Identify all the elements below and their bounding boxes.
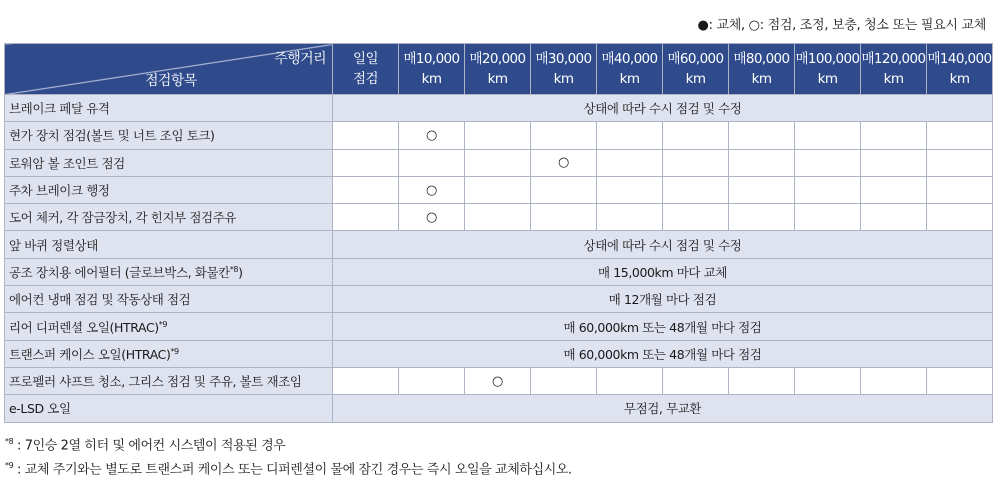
item-cell xyxy=(5,258,333,285)
schedule-cell xyxy=(927,367,993,394)
column-header xyxy=(927,44,993,95)
schedule-cell xyxy=(531,122,597,149)
schedule-cell xyxy=(597,176,663,203)
interval-note: 무점검, 무교환 xyxy=(333,395,993,422)
interval-note: 매 60,000km 또는 48개월 마다 점검 xyxy=(333,313,993,340)
schedule-cell xyxy=(729,122,795,149)
footnote-mark: *8 xyxy=(229,264,239,274)
column-header-line: 매60,000 xyxy=(667,51,724,67)
interval-note: 상태에 따라 수시 점검 및 수정 xyxy=(333,231,993,258)
schedule-cell xyxy=(531,204,597,231)
item-label: 공조 장치용 에어필터 (글로브박스, 화물칸 xyxy=(9,264,230,280)
column-header xyxy=(333,44,399,95)
schedule-cell xyxy=(795,204,861,231)
column-header-line: 매30,000 xyxy=(535,51,592,67)
schedule-cell xyxy=(597,149,663,176)
table-row xyxy=(5,367,993,394)
schedule-cell xyxy=(861,367,927,394)
item-label: 현가 장치 점검(볼트 및 너트 조임 토크) xyxy=(9,128,215,144)
schedule-cell xyxy=(465,204,531,231)
column-header xyxy=(597,44,663,95)
schedule-cell xyxy=(333,122,399,149)
table-row xyxy=(5,286,993,313)
column-header-line: 매20,000 xyxy=(469,51,526,67)
schedule-cell xyxy=(663,122,729,149)
inspection-mark: ○ xyxy=(399,176,465,203)
table-row xyxy=(5,313,993,340)
item-label: 리어 디퍼렌셜 오일(HTRAC) xyxy=(9,319,159,335)
schedule-cell xyxy=(399,367,465,394)
schedule-cell xyxy=(663,149,729,176)
footnote-mark: *8 xyxy=(5,437,14,446)
table-row xyxy=(5,395,993,422)
schedule-cell xyxy=(927,204,993,231)
table-row xyxy=(5,258,993,285)
schedule-cell xyxy=(333,367,399,394)
maintenance-table xyxy=(4,43,993,423)
schedule-cell xyxy=(795,176,861,203)
schedule-cell xyxy=(597,122,663,149)
column-header-line: km xyxy=(619,71,640,87)
column-header-line: 매40,000 xyxy=(601,51,658,67)
schedule-cell xyxy=(663,176,729,203)
item-label: e-LSD 오일 xyxy=(9,401,71,417)
footnote xyxy=(5,456,572,480)
item-cell xyxy=(5,340,333,367)
interval-note: 매 15,000km 마다 교체 xyxy=(333,258,993,285)
schedule-cell xyxy=(333,149,399,176)
table-row xyxy=(5,340,993,367)
column-header xyxy=(795,44,861,95)
column-header-line: 매100,000 xyxy=(795,51,860,67)
schedule-cell xyxy=(861,176,927,203)
footnote-text: : 교체 주기와는 별도로 트랜스퍼 케이스 또는 디퍼렌셜이 물에 잠긴 경우는 즉시 오일을 교체하십시오. xyxy=(13,462,572,478)
item-label: 앞 바퀴 정렬상태 xyxy=(9,237,98,253)
item-label: 로워암 볼 조인트 점검 xyxy=(9,155,125,171)
table-row xyxy=(5,176,993,203)
schedule-cell xyxy=(465,176,531,203)
inspection-mark: ○ xyxy=(399,204,465,231)
schedule-cell xyxy=(861,149,927,176)
header-row xyxy=(5,44,993,95)
schedule-cell xyxy=(729,367,795,394)
schedule-cell xyxy=(399,149,465,176)
schedule-cell xyxy=(729,149,795,176)
footnote-mark: *9 xyxy=(158,319,168,329)
column-header-line: km xyxy=(949,71,970,87)
column-header xyxy=(531,44,597,95)
schedule-cell xyxy=(795,122,861,149)
table-row xyxy=(5,231,993,258)
table-row xyxy=(5,95,993,122)
column-header-line: 매140,000 xyxy=(927,51,992,67)
schedule-cell xyxy=(927,122,993,149)
item-cell xyxy=(5,313,333,340)
footnote-mark: *9 xyxy=(5,461,14,471)
schedule-cell xyxy=(663,367,729,394)
item-label: 점검항목 xyxy=(145,73,197,89)
schedule-cell xyxy=(729,176,795,203)
item-cell xyxy=(5,286,333,313)
schedule-cell xyxy=(531,367,597,394)
item-cell xyxy=(5,95,333,122)
schedule-cell xyxy=(795,149,861,176)
column-header-line: km xyxy=(421,71,442,87)
column-header xyxy=(663,44,729,95)
footnote-text: : 7인승 2열 히터 및 에어컨 시스템이 적용된 경우 xyxy=(13,438,286,454)
interval-note: 매 12개월 마다 점검 xyxy=(333,286,993,313)
item-cell xyxy=(5,149,333,176)
column-header-line: km xyxy=(817,71,838,87)
item-cell xyxy=(5,204,333,231)
item-label: 프로펠러 샤프트 청소, 그리스 점검 및 주유, 볼트 재조임 xyxy=(9,374,302,390)
column-header-line: 점검 xyxy=(353,71,378,87)
schedule-cell xyxy=(927,176,993,203)
schedule-cell xyxy=(597,367,663,394)
column-header xyxy=(399,44,465,95)
item-cell xyxy=(5,367,333,394)
column-header-line: 매120,000 xyxy=(861,51,926,67)
schedule-cell xyxy=(861,122,927,149)
schedule-cell xyxy=(663,204,729,231)
footnote-mark: *9 xyxy=(170,346,179,356)
column-header-line: km xyxy=(751,71,772,87)
column-header-line: 일일 xyxy=(353,51,378,67)
interval-note: 상태에 따라 수시 점검 및 수정 xyxy=(333,95,993,122)
item-cell xyxy=(5,231,333,258)
inspection-mark: ○ xyxy=(465,367,531,394)
column-header xyxy=(465,44,531,95)
table-row xyxy=(5,122,993,149)
item-cell xyxy=(5,395,333,422)
column-header xyxy=(729,44,795,95)
schedule-cell xyxy=(597,204,663,231)
table-row xyxy=(5,149,993,176)
item-cell xyxy=(5,122,333,149)
schedule-cell xyxy=(861,204,927,231)
schedule-cell xyxy=(465,122,531,149)
distance-label: 주행거리 xyxy=(274,51,326,67)
footnote xyxy=(5,432,572,456)
table-row xyxy=(5,204,993,231)
column-header-line: 매80,000 xyxy=(733,51,790,67)
item-label: 트랜스퍼 케이스 오일(HTRAC) xyxy=(9,346,171,362)
schedule-cell xyxy=(333,176,399,203)
item-label: 주차 브레이크 행정 xyxy=(9,183,110,199)
column-header-line: km xyxy=(487,71,508,87)
inspection-mark: ○ xyxy=(531,149,597,176)
inspection-mark: ○ xyxy=(399,122,465,149)
column-header-line: km xyxy=(685,71,706,87)
column-header-line: km xyxy=(883,71,904,87)
item-label: 에어컨 냉매 점검 및 작동상태 점검 xyxy=(9,292,191,308)
schedule-cell xyxy=(795,367,861,394)
schedule-cell xyxy=(729,204,795,231)
schedule-cell xyxy=(465,149,531,176)
schedule-cell xyxy=(333,204,399,231)
footnotes xyxy=(5,432,572,481)
item-label-suffix: ) xyxy=(238,264,243,280)
diagonal-header-cell xyxy=(5,44,333,95)
legend: ●: 교체, ○: 점검, 조정, 보충, 청소 또는 필요시 교체 xyxy=(697,18,986,33)
table-body xyxy=(5,95,993,423)
schedule-cell xyxy=(531,176,597,203)
item-label: 도어 체커, 각 잠금장치, 각 힌지부 점검주유 xyxy=(9,210,237,226)
column-header xyxy=(861,44,927,95)
schedule-cell xyxy=(927,149,993,176)
item-cell xyxy=(5,176,333,203)
interval-note: 매 60,000km 또는 48개월 마다 점검 xyxy=(333,340,993,367)
column-header-line: 매10,000 xyxy=(403,51,460,67)
item-label: 브레이크 페달 유격 xyxy=(9,101,110,117)
column-header-line: km xyxy=(553,71,574,87)
